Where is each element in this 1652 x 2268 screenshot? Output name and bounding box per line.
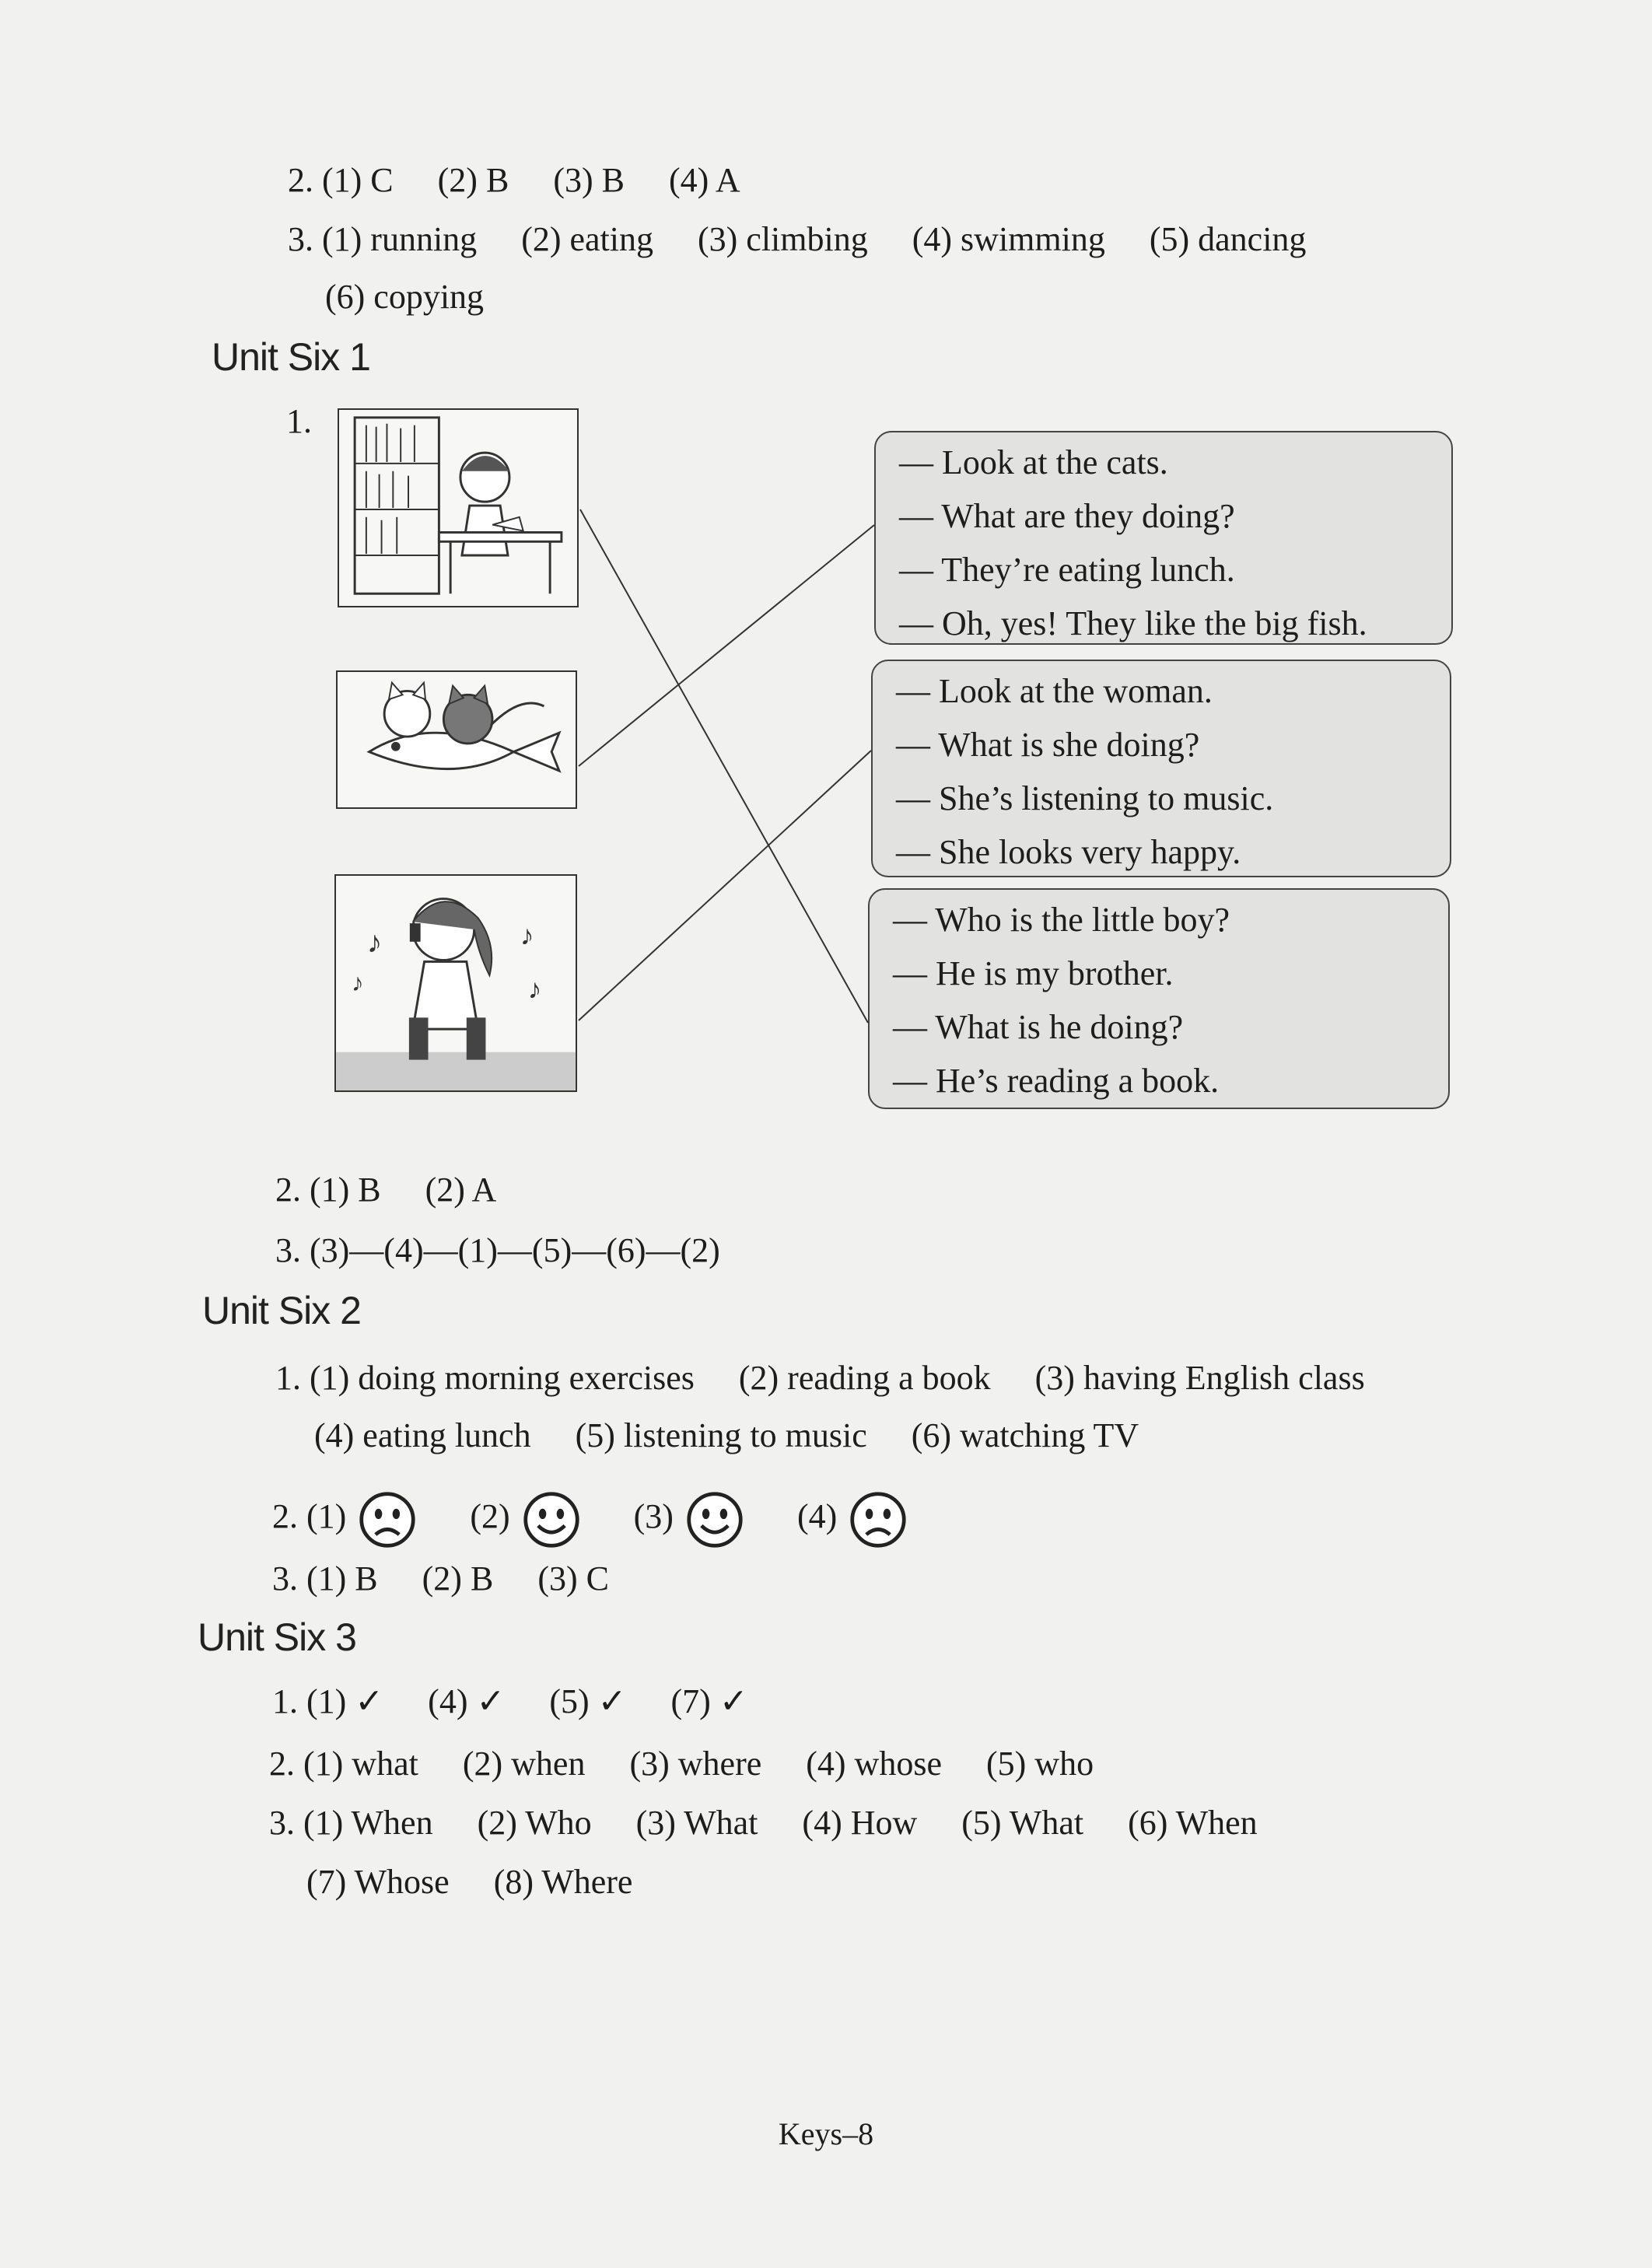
answer: (5) listening to music — [575, 1416, 867, 1454]
answer: (2) reading a book — [738, 1359, 991, 1397]
svg-text:♪: ♪ — [351, 968, 364, 996]
answer: (1) doing morning exercises — [310, 1359, 695, 1397]
svg-text:♪: ♪ — [527, 973, 542, 1005]
answer: (1) what — [303, 1745, 418, 1783]
answer: (5) dancing — [1149, 220, 1307, 258]
question-number: 2. — [288, 161, 313, 199]
answer: (3) where — [629, 1745, 762, 1783]
answer: (7) Whose — [306, 1863, 450, 1901]
answer: (5) ✓ — [549, 1682, 627, 1720]
question-number: 2. — [272, 1497, 298, 1535]
question-number: 3. — [269, 1804, 295, 1842]
match-line-girl-to-bubble-2 — [579, 751, 871, 1020]
unit2-q2-row — [272, 1486, 908, 1549]
dialogue-line: — He is my brother. — [893, 954, 1174, 992]
question-number: 2. — [275, 1171, 301, 1209]
answer: (3) C — [537, 1559, 609, 1598]
prev-q2-row — [288, 157, 740, 204]
svg-text:♪: ♪ — [366, 925, 383, 960]
dialogue-line: — She’s listening to music. — [896, 779, 1274, 817]
answer: (2) B — [437, 161, 509, 199]
answer-label: (1) — [306, 1497, 347, 1535]
answer-label: (3) — [633, 1497, 674, 1535]
answer: (6) When — [1128, 1804, 1258, 1842]
answer: (3) having English class — [1034, 1359, 1365, 1397]
picture-cats-eating-fish — [336, 670, 577, 809]
answer: (7) ✓ — [670, 1682, 748, 1720]
answer: (3) B — [553, 161, 625, 199]
unit1-q2-row — [275, 1167, 496, 1213]
picture-girl-listening-to-music — [334, 874, 577, 1092]
dialogue-line: — What is he doing? — [893, 1008, 1184, 1046]
answer: (4) A — [668, 161, 740, 199]
dialogue-bubble-cats — [874, 431, 1453, 645]
prev-q3-row — [288, 216, 1306, 263]
unit2-q1-row2 — [314, 1412, 1139, 1459]
answer: (1) B — [306, 1559, 378, 1598]
answer: (1) ✓ — [306, 1682, 384, 1720]
dialogue-line: — She looks very happy. — [896, 833, 1241, 871]
unit3-q3-row2 — [306, 1859, 632, 1906]
unit3-q1-row — [272, 1678, 748, 1725]
dialogue-line: — What are they doing? — [899, 497, 1235, 535]
answer: (2) eating — [521, 220, 653, 258]
answer: (1) B — [310, 1171, 381, 1209]
dialogue-line: — Look at the cats. — [899, 443, 1168, 481]
picture-boy-reading — [338, 408, 579, 607]
answer: (1) running — [322, 220, 478, 258]
question-number: 1. — [275, 1359, 301, 1397]
sad-face-icon — [849, 1490, 908, 1549]
answer: (4) How — [802, 1804, 918, 1842]
answer: (6) watching TV — [911, 1416, 1139, 1454]
answer: (5) What — [961, 1804, 1084, 1842]
dialogue-bubble-boy — [868, 888, 1450, 1109]
dialogue-line: — Oh, yes! They like the big fish. — [899, 604, 1367, 642]
answer: (2) Who — [477, 1804, 592, 1842]
answer: (3) climbing — [698, 220, 868, 258]
dialogue-line: — They’re eating lunch. — [899, 551, 1235, 589]
answer: (4) ✓ — [428, 1682, 506, 1720]
question-number: 3. — [275, 1231, 301, 1269]
answer: (5) who — [985, 1745, 1094, 1783]
answer: (4) eating lunch — [314, 1416, 531, 1454]
answer: (2) A — [425, 1171, 497, 1209]
unit1-q3-row — [275, 1227, 720, 1274]
prev-q3-cont — [325, 274, 484, 320]
answer: (3) What — [635, 1804, 758, 1842]
unit-six-2-heading: Unit Six 2 — [202, 1289, 361, 1332]
answer: (1) When — [303, 1804, 433, 1842]
answer-label: (2) — [470, 1497, 510, 1535]
question-number: 2. — [269, 1745, 295, 1783]
answer: (4) whose — [806, 1745, 942, 1783]
answer: (3)—(4)—(1)—(5)—(6)—(2) — [310, 1231, 720, 1269]
unit3-q2-row — [269, 1741, 1094, 1787]
dialogue-line: — What is she doing? — [896, 726, 1200, 764]
question-number: 1. — [272, 1682, 298, 1720]
happy-face-icon — [685, 1490, 744, 1549]
question-number: 1. — [286, 402, 312, 440]
sad-face-icon — [358, 1490, 417, 1549]
unit2-q3-row — [272, 1556, 609, 1602]
dialogue-line: — Look at the woman. — [896, 672, 1213, 710]
happy-face-icon — [522, 1490, 581, 1549]
dialogue-line: — He’s reading a book. — [893, 1062, 1220, 1100]
answer: (6) copying — [325, 278, 485, 316]
answer: (2) when — [462, 1745, 586, 1783]
dialogue-bubble-woman — [871, 660, 1451, 877]
answer: (8) Where — [493, 1863, 633, 1901]
answer-label: (4) — [796, 1497, 838, 1535]
answer: (2) B — [422, 1559, 494, 1598]
unit-six-3-heading: Unit Six 3 — [198, 1615, 356, 1659]
answer: (1) C — [322, 161, 394, 199]
page-footer: Keys–8 — [778, 2116, 874, 2151]
question-number: 3. — [288, 220, 313, 258]
match-line-boy-to-bubble-3 — [580, 509, 868, 1023]
dialogue-line: — Who is the little boy? — [893, 901, 1230, 939]
unit-six-1-heading: Unit Six 1 — [212, 335, 370, 379]
match-line-cats-to-bubble-1 — [579, 525, 874, 766]
answer: (4) swimming — [912, 220, 1105, 258]
unit2-q1-row1 — [275, 1355, 1365, 1402]
unit3-q3-row1 — [269, 1800, 1258, 1846]
svg-text:♪: ♪ — [520, 919, 534, 951]
question-number: 3. — [272, 1559, 298, 1598]
